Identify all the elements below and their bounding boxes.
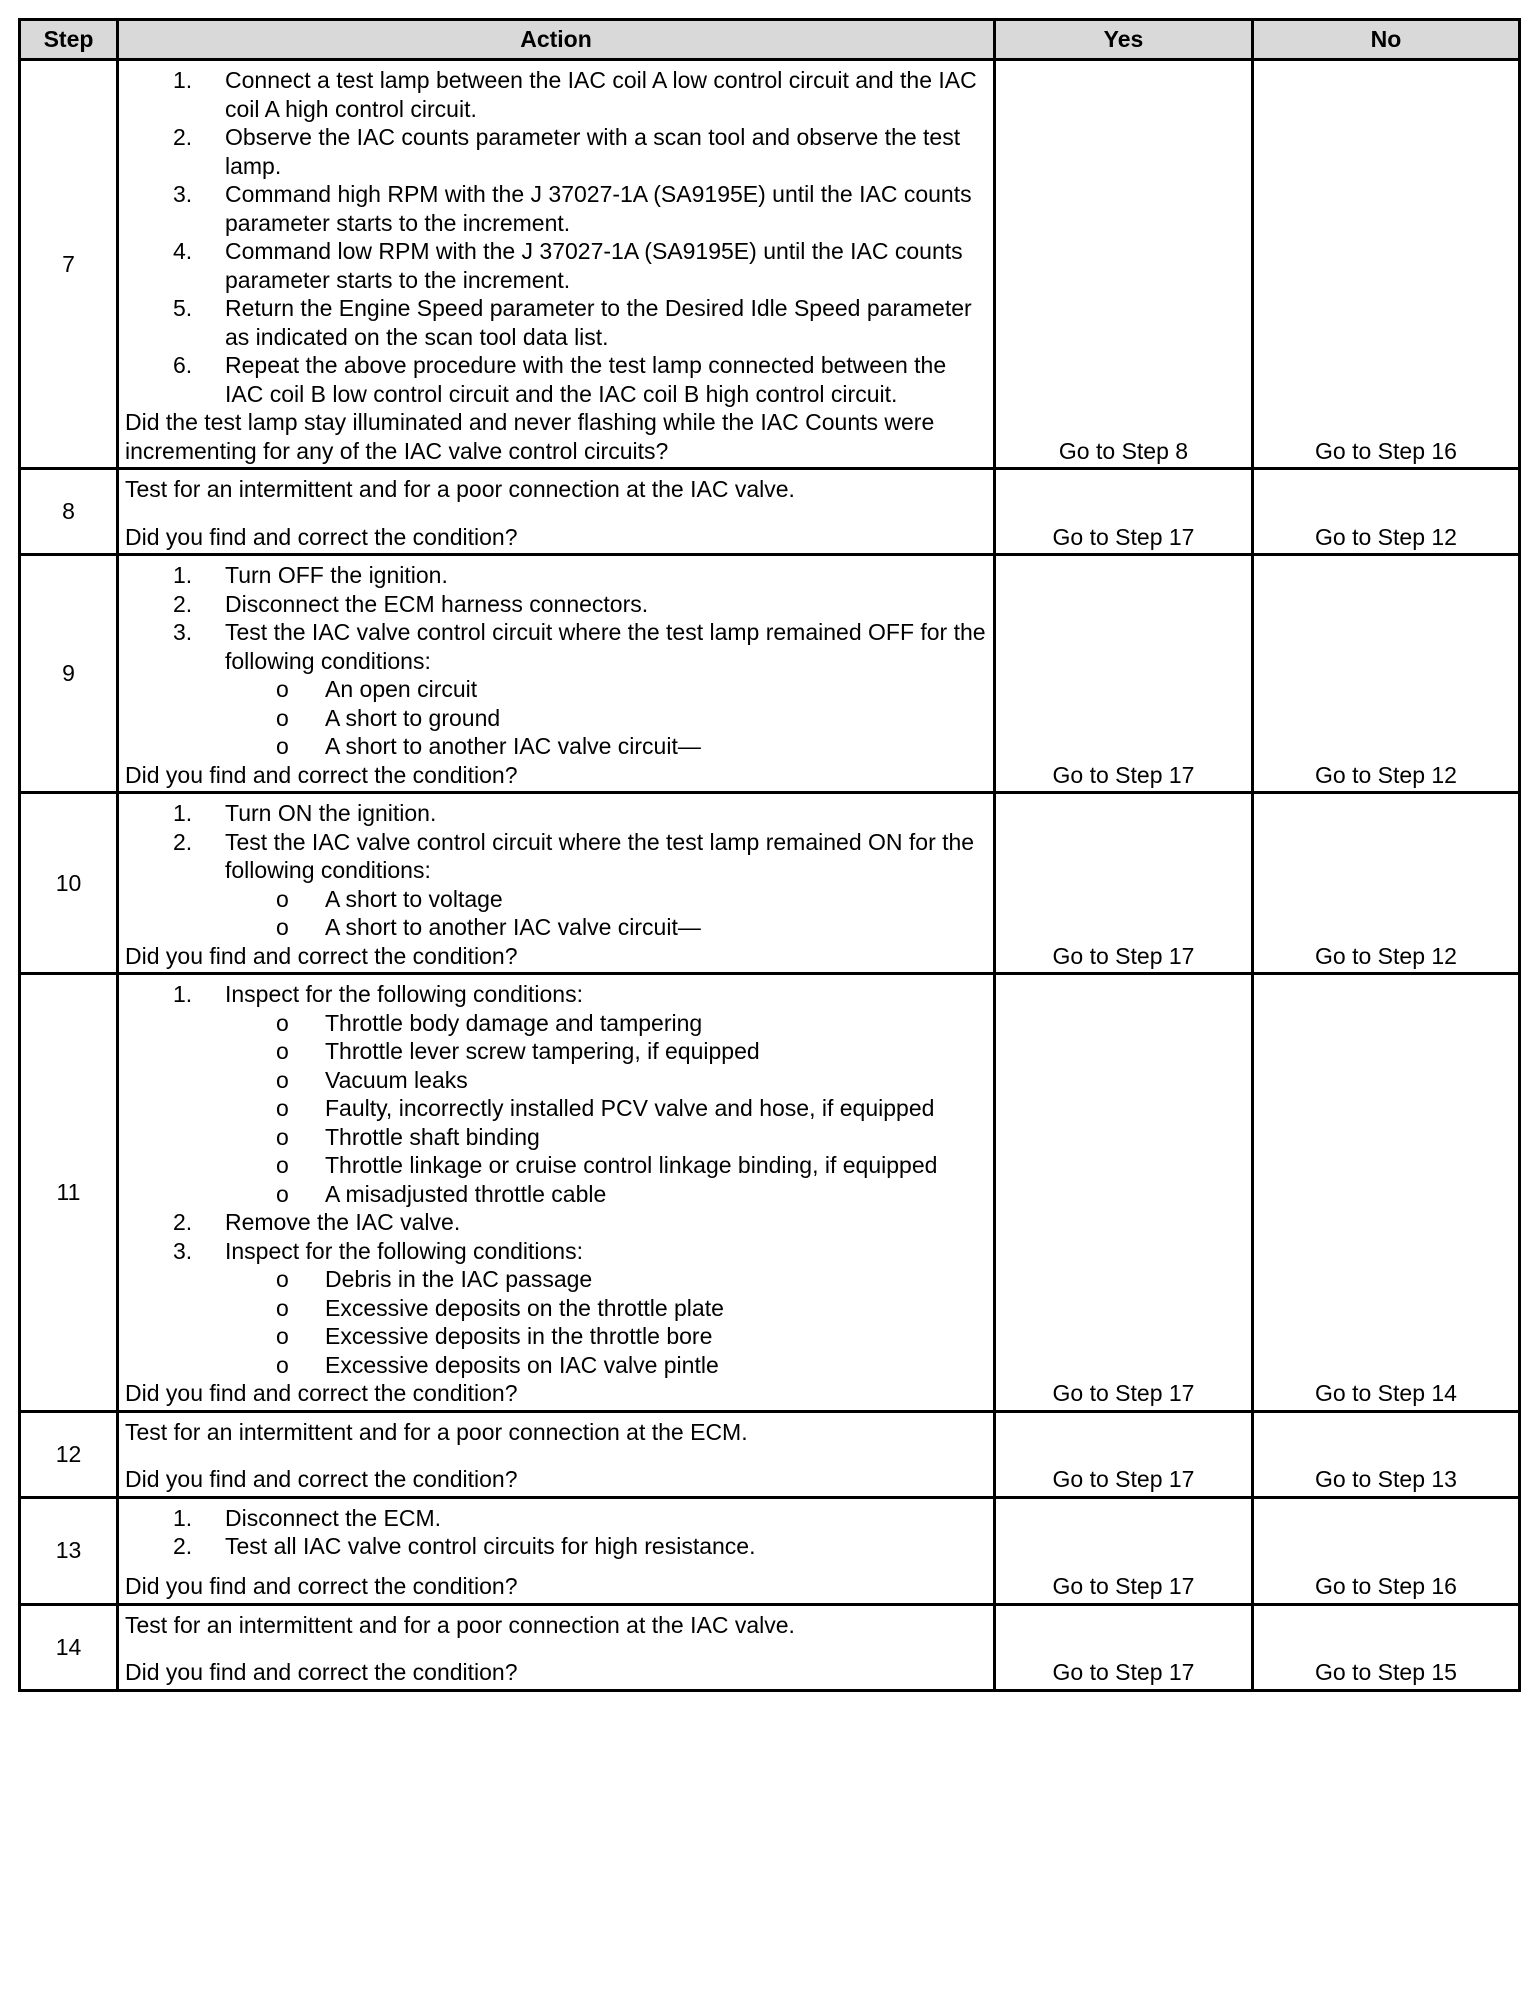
condition-item (225, 1009, 989, 1038)
action-content (125, 66, 989, 465)
instruction-item (125, 618, 989, 761)
instruction-item (125, 294, 989, 351)
instruction-item (125, 1532, 989, 1561)
table-body (20, 60, 1520, 1691)
bullet-icon: o (276, 1294, 289, 1321)
table-row (20, 1411, 1520, 1497)
condition-item (225, 913, 989, 942)
condition-text: A misadjusted throttle cable (325, 1180, 607, 1207)
condition-text: Throttle body damage and tampering (325, 1009, 703, 1036)
condition-item (225, 1151, 989, 1180)
yes-result-cell: Go to Step 17 (995, 793, 1253, 974)
action-instructions (125, 1418, 989, 1447)
header-step: Step (20, 20, 118, 60)
instruction-number: 1. (173, 562, 193, 588)
instruction-item (125, 590, 989, 619)
instruction-text: Observe the IAC counts parameter with a scan tool and observe the test lamp. (225, 124, 961, 179)
condition-item (225, 1037, 989, 1066)
question-text: Did you find and correct the condition? (125, 523, 518, 550)
condition-list (225, 675, 989, 761)
instruction-text: Connect a test lamp between the IAC coil A low control circuit and the IAC coil A high control circuit. (225, 67, 977, 122)
instruction-number: 2. (173, 828, 193, 855)
instruction-number: 2. (173, 1209, 193, 1235)
no-result-cell: Go to Step 12 (1253, 555, 1520, 793)
condition-item (225, 1294, 989, 1323)
action-cell (118, 1411, 995, 1497)
bullet-icon: o (276, 1009, 289, 1036)
bullet-icon: o (276, 1180, 289, 1207)
no-result-cell: Go to Step 12 (1253, 793, 1520, 974)
action-content (125, 475, 989, 551)
question-text: Did you find and correct the condition? (125, 1573, 518, 1599)
bullet-icon: o (276, 1066, 289, 1093)
question-text: Did you find and correct the condition? (125, 761, 518, 788)
action-instructions (125, 561, 989, 761)
action-instructions (125, 1611, 989, 1640)
instruction-text: Test the IAC valve control circuit where the test lamp remained OFF for the following conditions: (225, 619, 986, 674)
bullet-icon: o (276, 1095, 289, 1121)
instruction-text: Disconnect the ECM harness connectors. (225, 590, 649, 617)
condition-text: Throttle linkage or cruise control linkage binding, if equipped (325, 1152, 938, 1178)
no-result-cell: Go to Step 13 (1253, 1411, 1520, 1497)
condition-text: A short to voltage (325, 885, 503, 912)
action-cell (118, 1497, 995, 1604)
instruction-number: 6. (173, 352, 193, 378)
bullet-icon: o (276, 733, 289, 759)
condition-text: Excessive deposits on IAC valve pintle (325, 1351, 719, 1378)
instruction-text: Command low RPM with the J 37027-1A (SA9195E) until the IAC counts parameter starts to the increment. (225, 238, 963, 293)
header-no: No (1253, 20, 1520, 60)
instruction-item (125, 123, 989, 180)
instruction-text: Remove the IAC valve. (225, 1209, 461, 1235)
instruction-item (125, 237, 989, 294)
instruction-item (125, 1237, 989, 1380)
instruction-number: 1. (173, 1504, 193, 1531)
action-cell (118, 974, 995, 1412)
bullet-icon: o (276, 914, 289, 940)
instruction-list (125, 980, 989, 1379)
condition-item (225, 1094, 989, 1123)
instruction-item (125, 1504, 989, 1533)
bullet-icon: o (276, 1323, 289, 1349)
condition-item (225, 1351, 989, 1380)
table-row (20, 1497, 1520, 1604)
instruction-text: Inspect for the following conditions: (225, 981, 583, 1007)
instruction-text: Return the Engine Speed parameter to the Desired Idle Speed parameter as indicated on the scan tool data list. (225, 295, 972, 350)
no-result-cell: Go to Step 16 (1253, 60, 1520, 469)
action-cell (118, 60, 995, 469)
instruction-number: 3. (173, 619, 193, 645)
action-cell (118, 469, 995, 555)
no-result-cell: Go to Step 16 (1253, 1497, 1520, 1604)
instruction-text: Disconnect the ECM. (225, 1504, 442, 1531)
question-text: Did you find and correct the condition? (125, 942, 518, 969)
yes-result-cell: Go to Step 17 (995, 555, 1253, 793)
instruction-text: Repeat the above procedure with the test lamp connected between the IAC coil B low control circuit and the IAC coil B high control circuit. (225, 352, 947, 407)
condition-text: An open circuit (325, 676, 478, 702)
step-number-cell: 13 (20, 1497, 118, 1604)
step-number-cell: 7 (20, 60, 118, 469)
step-number-cell: 10 (20, 793, 118, 974)
step-number-cell: 14 (20, 1604, 118, 1690)
condition-text: Vacuum leaks (325, 1066, 468, 1093)
action-text: Test for an intermittent and for a poor connection at the ECM. (125, 1418, 748, 1445)
condition-text: Throttle lever screw tampering, if equipped (325, 1038, 760, 1064)
bullet-icon: o (276, 885, 289, 912)
instruction-item (125, 66, 989, 123)
bullet-icon: o (276, 1152, 289, 1178)
condition-list (225, 885, 989, 942)
action-instructions (125, 475, 989, 504)
condition-item (225, 1123, 989, 1152)
step-number-cell: 12 (20, 1411, 118, 1497)
yes-result-cell: Go to Step 8 (995, 60, 1253, 469)
instruction-list (125, 66, 989, 408)
condition-item (225, 1066, 989, 1095)
action-content (125, 561, 989, 789)
table-row (20, 555, 1520, 793)
header-yes: Yes (995, 20, 1253, 60)
diagnostic-table (18, 18, 1521, 1692)
step-number-cell: 8 (20, 469, 118, 555)
instruction-item (125, 980, 989, 1208)
instruction-list (125, 799, 989, 942)
condition-text: Throttle shaft binding (325, 1123, 540, 1150)
instruction-text: Turn ON the ignition. (225, 800, 437, 826)
condition-list (225, 1265, 989, 1379)
action-instructions (125, 980, 989, 1379)
condition-item (225, 732, 989, 761)
instruction-item (125, 351, 989, 408)
instruction-item (125, 1208, 989, 1237)
step-number-cell: 9 (20, 555, 118, 793)
instruction-text: Inspect for the following conditions: (225, 1237, 583, 1264)
action-content (125, 1504, 989, 1601)
instruction-text: Turn OFF the ignition. (225, 562, 448, 588)
bullet-icon: o (276, 1123, 289, 1150)
instruction-list (125, 561, 989, 761)
instruction-text: Test the IAC valve control circuit where the test lamp remained ON for the following conditions: (225, 828, 975, 883)
bullet-icon: o (276, 1038, 289, 1064)
condition-text: Excessive deposits on the throttle plate (325, 1294, 724, 1321)
instruction-number: 2. (173, 590, 193, 617)
condition-item (225, 675, 989, 704)
action-cell (118, 1604, 995, 1690)
table-row (20, 60, 1520, 469)
action-content (125, 799, 989, 970)
instruction-number: 2. (173, 124, 193, 150)
action-instructions (125, 799, 989, 942)
condition-text: A short to another IAC valve circuit— (325, 914, 701, 940)
no-result-cell: Go to Step 15 (1253, 1604, 1520, 1690)
condition-text: Debris in the IAC passage (325, 1266, 593, 1292)
instruction-number: 1. (173, 67, 193, 93)
no-result-cell: Go to Step 14 (1253, 974, 1520, 1412)
bullet-icon: o (276, 704, 289, 731)
bullet-icon: o (276, 1351, 289, 1378)
condition-item (225, 704, 989, 733)
action-cell (118, 555, 995, 793)
instruction-number: 2. (173, 1533, 193, 1559)
action-instructions (125, 1504, 989, 1561)
question-text: Did you find and correct the condition? (125, 1659, 518, 1685)
yes-result-cell: Go to Step 17 (995, 1411, 1253, 1497)
table-row (20, 793, 1520, 974)
yes-result-cell: Go to Step 17 (995, 469, 1253, 555)
bullet-icon: o (276, 676, 289, 702)
instruction-number: 1. (173, 981, 193, 1007)
condition-text: Faulty, incorrectly installed PCV valve and hose, if equipped (325, 1095, 935, 1121)
condition-item (225, 1265, 989, 1294)
question-text: Did the test lamp stay illuminated and never flashing while the IAC Counts were incrementing for any of the IAC valve control circuits? (125, 409, 935, 464)
action-content (125, 1611, 989, 1687)
action-content (125, 980, 989, 1408)
instruction-number: 3. (173, 1237, 193, 1264)
condition-item (225, 1180, 989, 1209)
instruction-list (125, 1504, 989, 1561)
instruction-item (125, 799, 989, 828)
condition-item (225, 1322, 989, 1351)
table-row (20, 1604, 1520, 1690)
no-result-cell: Go to Step 12 (1253, 469, 1520, 555)
instruction-item (125, 561, 989, 590)
yes-result-cell: Go to Step 17 (995, 974, 1253, 1412)
question-text: Did you find and correct the condition? (125, 1380, 518, 1406)
instruction-number: 5. (173, 295, 193, 321)
instruction-text: Test all IAC valve control circuits for high resistance. (225, 1533, 756, 1559)
step-number-cell: 11 (20, 974, 118, 1412)
instruction-text: Command high RPM with the J 37027-1A (SA9195E) until the IAC counts parameter starts to the increment. (225, 181, 972, 236)
action-content (125, 1418, 989, 1494)
yes-result-cell: Go to Step 17 (995, 1604, 1253, 1690)
instruction-number: 3. (173, 181, 193, 207)
yes-result-cell: Go to Step 17 (995, 1497, 1253, 1604)
table-row (20, 469, 1520, 555)
instruction-number: 4. (173, 238, 193, 264)
condition-item (225, 885, 989, 914)
condition-text: A short to another IAC valve circuit— (325, 733, 701, 759)
header-action: Action (118, 20, 995, 60)
condition-text: Excessive deposits in the throttle bore (325, 1323, 713, 1349)
condition-list (225, 1009, 989, 1209)
question-text: Did you find and correct the condition? (125, 1466, 518, 1492)
table-row (20, 974, 1520, 1412)
instruction-item (125, 828, 989, 942)
condition-text: A short to ground (325, 704, 501, 731)
table-header-row (20, 20, 1520, 60)
instruction-item (125, 180, 989, 237)
action-cell (118, 793, 995, 974)
action-text: Test for an intermittent and for a poor connection at the IAC valve. (125, 476, 795, 502)
instruction-number: 1. (173, 800, 193, 826)
action-instructions (125, 66, 989, 408)
bullet-icon: o (276, 1266, 289, 1292)
action-text: Test for an intermittent and for a poor connection at the IAC valve. (125, 1611, 795, 1638)
